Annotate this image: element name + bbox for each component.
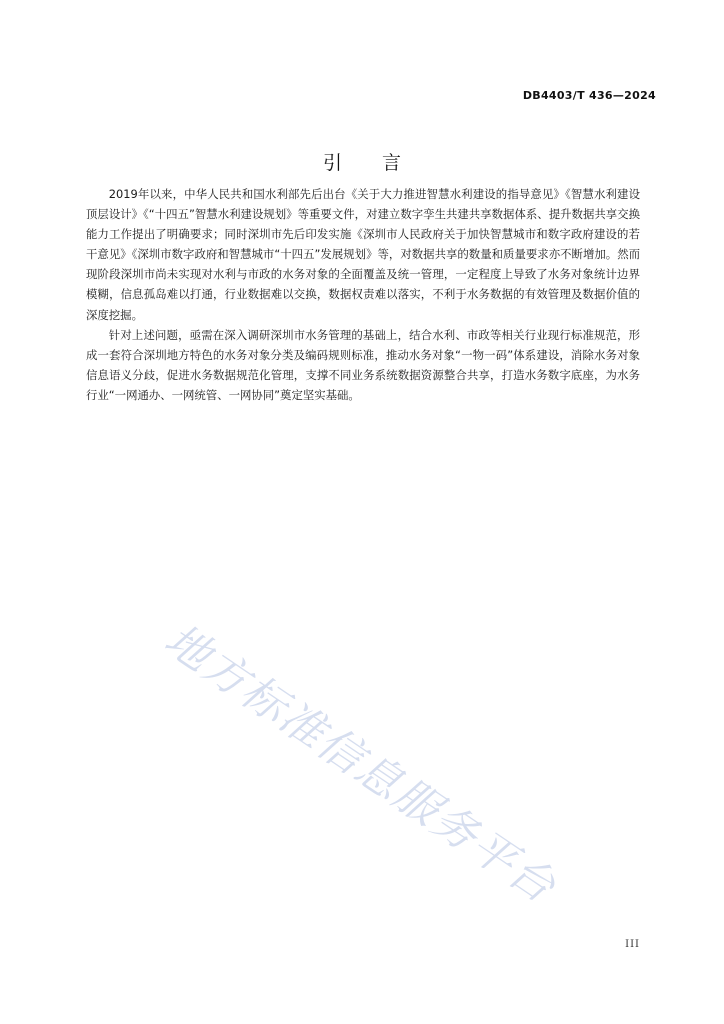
section-title [0,148,724,175]
introduction-body [86,184,640,405]
watermark: 地方标准信息服务平台 [155,614,566,914]
paragraph-1: 2019年以来，中华人民共和国水利部先后出台《关于大力推进智慧水利建设的指导意见》《智慧水利建设顶层设计》《“十四五”智慧水利建设规划》等重要文件，对建立数字孪生共建共享数据体系、提升数据共享交换能力工作提出了明确要求；同时深圳市先后印发实施《深圳市人民政府关于加快智慧城市和数字政府建设的若干意见》《深圳市数字政府和智慧城市“十四五”发展规划》等，对数据共享的数量和质量要求亦不断增加。然而现阶段深圳市尚未实现对水利与市政的水务对象的全面覆盖及统一管理，一定程度上导致了水务对象统计边界模糊，信息孤岛难以打通，行业数据难以交换，数据权责难以落实，不利于水务数据的有效管理及数据价值的深度挖掘。 [86,187,640,322]
title-char-2: 言 [382,152,402,174]
title-char-1: 引 [322,152,342,174]
paragraph-2: 针对上述问题，亟需在深入调研深圳市水务管理的基础上，结合水利、市政等相关行业现行标准规范，形成一套符合深圳地方特色的水务对象分类及编码规则标准，推动水务对象“一物一码”体系建设，消除水务对象信息语义分歧，促进水务数据规范化管理，支撑不同业务系统数据资源整合共享，打造水务数字底座，为水务行业“一网通办、一网统管、一网协同”奠定坚实基础。 [86,327,640,402]
document-code: DB4403/T 436—2024 [522,89,656,102]
page-number: III [625,939,640,950]
